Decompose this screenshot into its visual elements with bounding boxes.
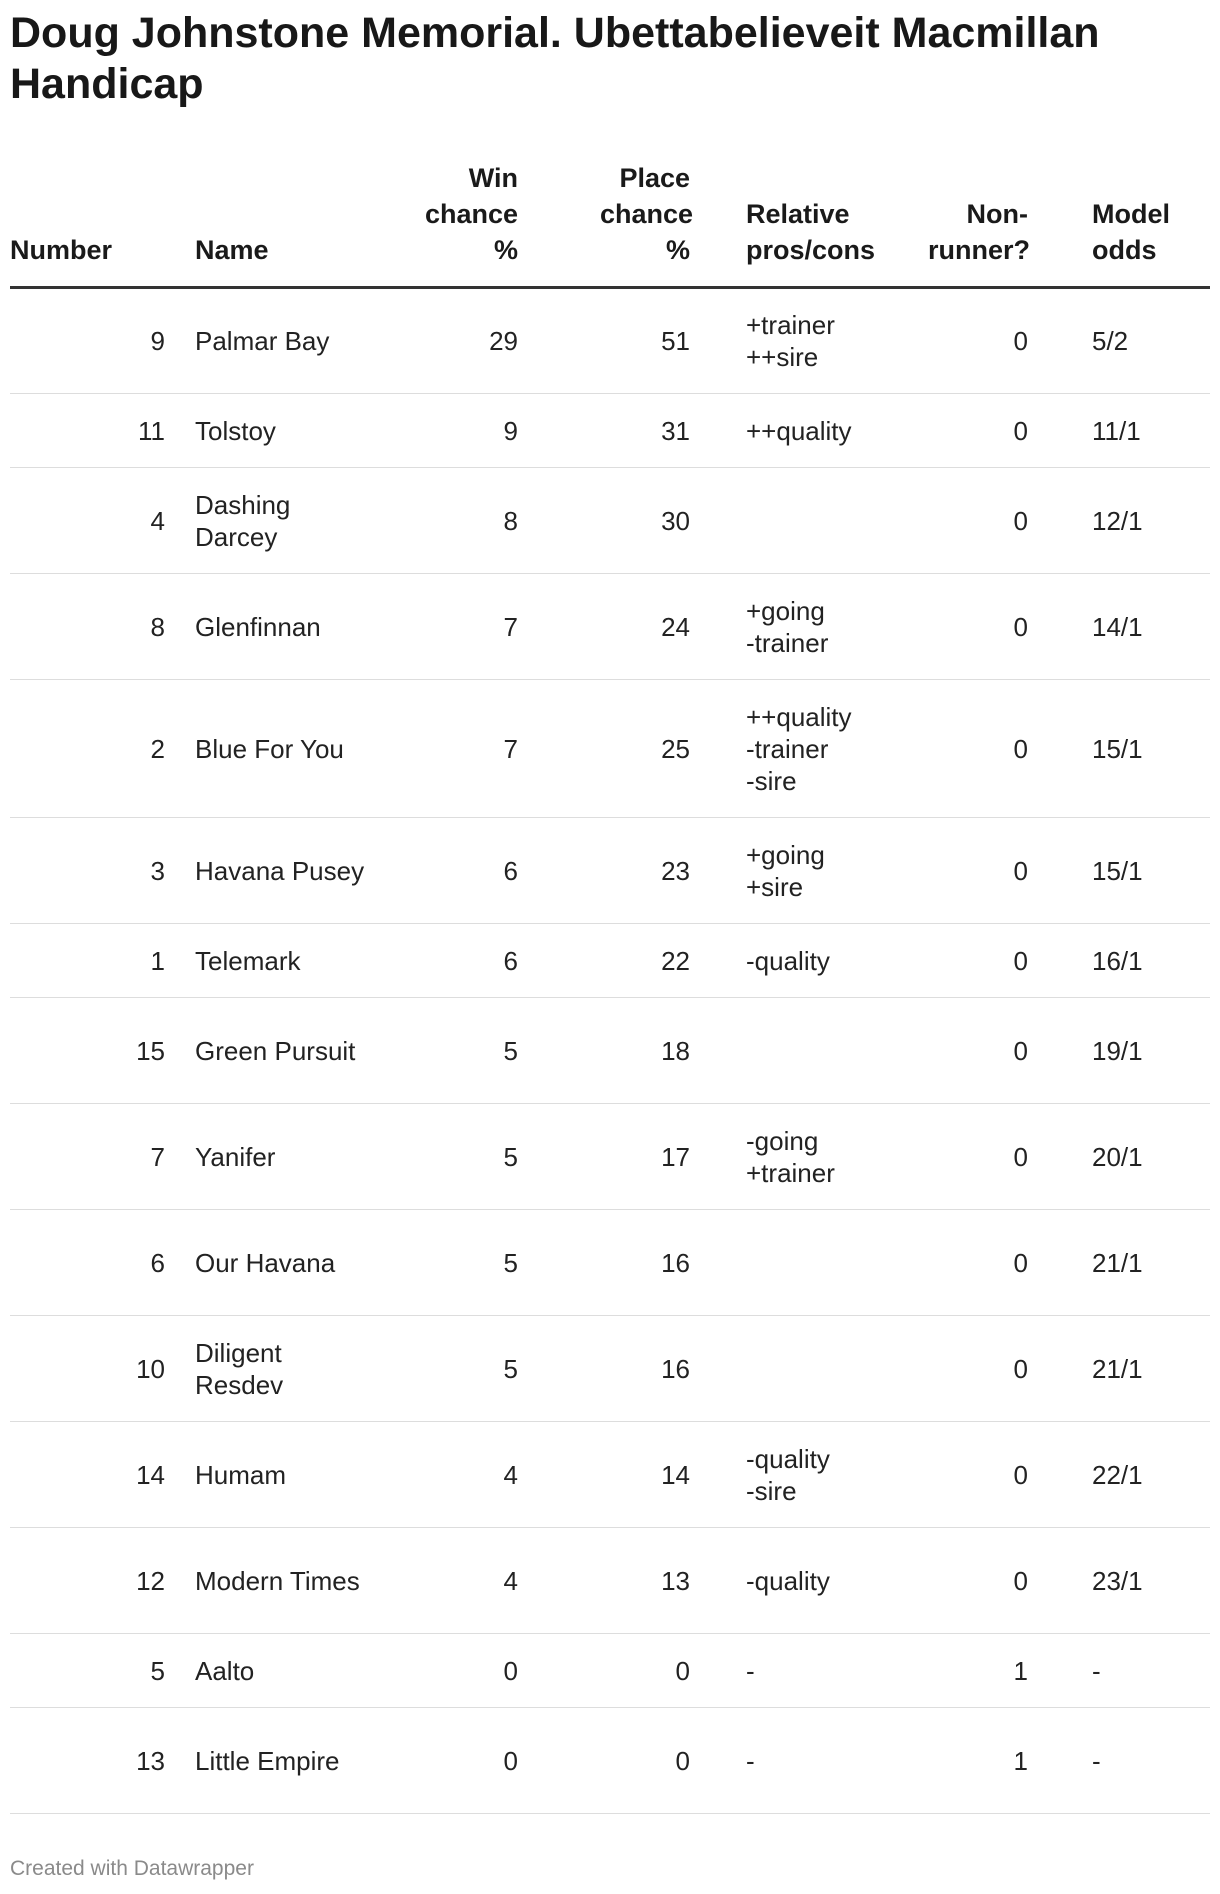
cell-win-chance-text: 6 [503,945,518,976]
cell-pros-cons [690,1210,907,1316]
cell-pros-cons-text: +going +sire [746,839,825,902]
cell-win-chance [370,1528,518,1634]
column-header-non-runner[interactable]: Non-runner? [907,160,1028,288]
cell-model-odds-text: 15/1 [1092,855,1143,886]
cell-name [165,818,370,924]
cell-place-chance [518,1104,690,1210]
cell-number [10,468,165,574]
column-header-win-chance[interactable]: Win chance % [370,160,518,288]
cell-win-chance [370,288,518,394]
cell-win-chance [370,1634,518,1708]
cell-place-chance [518,288,690,394]
cell-place-chance-text: 16 [661,1247,690,1278]
cell-model-odds [1028,1634,1210,1708]
cell-non-runner-text: 0 [1013,733,1028,764]
cell-name-text: Diligent Resdev [195,1337,284,1400]
table-row [10,1104,1210,1210]
cell-number [10,1634,165,1708]
cell-name-text: Modern Times [195,1565,360,1596]
cell-win-chance-text: 7 [503,611,518,642]
cell-pros-cons [690,394,907,468]
cell-place-chance [518,1210,690,1316]
cell-win-chance [370,1422,518,1528]
cell-name-text: Yanifer [195,1141,276,1172]
cell-number [10,288,165,394]
cell-win-chance [370,394,518,468]
cell-non-runner [907,998,1028,1104]
cell-model-odds [1028,924,1210,998]
table-row [10,1708,1210,1814]
cell-model-odds-text: 21/1 [1092,1247,1143,1278]
cell-win-chance-text: 9 [503,415,518,446]
cell-place-chance-text: 13 [661,1565,690,1596]
cell-place-chance-text: 0 [675,1745,690,1776]
cell-name [165,1104,370,1210]
cell-name [165,574,370,680]
cell-non-runner-text: 0 [1013,855,1028,886]
cell-model-odds-text: - [1092,1745,1101,1776]
cell-pros-cons [690,1708,907,1814]
cell-number [10,1708,165,1814]
cell-number-text: 6 [150,1247,165,1278]
cell-place-chance-text: 16 [661,1353,690,1384]
table-row [10,1634,1210,1708]
cell-number [10,998,165,1104]
cell-number-text: 9 [150,326,165,356]
cell-number [10,924,165,998]
cell-model-odds [1028,468,1210,574]
table-row [10,924,1210,998]
cell-number [10,394,165,468]
table-row [10,288,1210,394]
cell-win-chance-text: 5 [503,1141,518,1172]
cell-model-odds [1028,1316,1210,1422]
table-row [10,998,1210,1104]
cell-non-runner-text: 0 [1013,611,1028,642]
cell-non-runner-text: 0 [1013,1459,1028,1490]
column-header-number[interactable]: Number [10,160,165,288]
cell-name [165,1708,370,1814]
cell-win-chance-text: 5 [503,1353,518,1384]
cell-number [10,818,165,924]
cell-non-runner [907,1210,1028,1316]
cell-name-text: Palmar Bay [195,326,330,356]
cell-pros-cons-text: +going -trainer [746,595,829,658]
cell-model-odds-text: 15/1 [1092,733,1143,764]
cell-model-odds-text: 16/1 [1092,945,1143,976]
cell-model-odds [1028,818,1210,924]
table-row [10,574,1210,680]
cell-pros-cons [690,998,907,1104]
cell-non-runner [907,1708,1028,1814]
cell-model-odds [1028,1708,1210,1814]
cell-model-odds [1028,1422,1210,1528]
cell-name-text: Aalto [195,1655,255,1686]
cell-place-chance-text: 51 [661,326,690,356]
cell-win-chance-text: 4 [503,1565,518,1596]
column-header-model-odds[interactable]: Model odds [1028,160,1210,288]
chart-title: Doug Johnstone Memorial. Ubettabelieveit Macmillan Handicap [10,9,1100,108]
cell-pros-cons [690,680,907,818]
cell-non-runner [907,1634,1028,1708]
cell-name [165,1422,370,1528]
cell-pros-cons [690,288,907,394]
cell-non-runner [907,468,1028,574]
cell-pros-cons-text: ++quality [746,415,852,446]
cell-non-runner [907,288,1028,394]
cell-name [165,1528,370,1634]
cell-name [165,1210,370,1316]
cell-win-chance-text: 0 [503,1745,518,1776]
cell-name-text: Glenfinnan [195,611,321,642]
cell-name-text: Tolstoy [195,415,276,446]
cell-name-text: Humam [195,1459,287,1490]
cell-name [165,680,370,818]
table-body [10,288,1210,1814]
cell-number-text: 4 [150,505,165,536]
cell-non-runner-text: 0 [1013,415,1028,446]
cell-model-odds-text: 20/1 [1092,1141,1143,1172]
cell-non-runner [907,1104,1028,1210]
cell-place-chance [518,1634,690,1708]
cell-place-chance-text: 18 [661,1035,690,1066]
cell-pros-cons-text: - [746,1655,755,1686]
cell-number-text: 13 [136,1745,165,1776]
cell-name [165,288,370,394]
cell-place-chance [518,1528,690,1634]
cell-model-odds [1028,680,1210,818]
cell-non-runner-text: 0 [1013,326,1028,356]
cell-number [10,1210,165,1316]
cell-non-runner [907,1316,1028,1422]
cell-win-chance [370,1104,518,1210]
cell-pros-cons-text: -quality [746,945,830,976]
cell-pros-cons [690,574,907,680]
cell-place-chance [518,818,690,924]
cell-win-chance [370,924,518,998]
cell-number-text: 15 [136,1035,165,1066]
cell-name-text: Blue For You [195,733,344,764]
table-row [10,680,1210,818]
cell-number [10,1104,165,1210]
cell-model-odds-text: 23/1 [1092,1565,1143,1596]
cell-number [10,1316,165,1422]
cell-name-text: Little Empire [195,1745,340,1776]
cell-non-runner-text: 1 [1013,1745,1028,1776]
cell-model-odds [1028,574,1210,680]
cell-number [10,574,165,680]
cell-pros-cons-text: -quality -sire [746,1443,830,1506]
cell-model-odds [1028,288,1210,394]
cell-number-text: 7 [150,1141,165,1172]
cell-non-runner [907,1528,1028,1634]
cell-non-runner [907,924,1028,998]
cell-model-odds [1028,394,1210,468]
cell-model-odds-text: 11/1 [1092,415,1141,446]
table-row [10,468,1210,574]
table-row [10,818,1210,924]
cell-place-chance [518,680,690,818]
cell-number-text: 11 [138,415,165,446]
cell-pros-cons-text: ++quality -trainer -sire [746,701,852,796]
cell-model-odds-text: 14/1 [1092,611,1143,642]
cell-number-text: 10 [136,1353,165,1384]
table-row [10,1210,1210,1316]
cell-name-text: Havana Pusey [195,855,365,886]
cell-model-odds [1028,1104,1210,1210]
cell-number-text: 14 [136,1459,165,1490]
cell-pros-cons [690,1316,907,1422]
cell-pros-cons-text: -quality [746,1565,830,1596]
cell-model-odds [1028,1528,1210,1634]
column-header-pros-cons[interactable]: Relative pros/cons [690,160,907,288]
cell-non-runner [907,574,1028,680]
header-row [10,160,1210,288]
cell-name-text: Green Pursuit [195,1035,356,1066]
cell-win-chance [370,680,518,818]
cell-name [165,468,370,574]
cell-place-chance [518,1422,690,1528]
cell-pros-cons-text: +trainer ++sire [746,310,835,372]
table-row [10,1316,1210,1422]
cell-win-chance [370,998,518,1104]
cell-number-text: 3 [150,855,165,886]
cell-model-odds-text: 19/1 [1092,1035,1143,1066]
cell-pros-cons [690,1634,907,1708]
cell-win-chance-text: 5 [503,1247,518,1278]
cell-win-chance [370,818,518,924]
cell-number-text: 2 [150,733,165,764]
cell-non-runner-text: 0 [1013,945,1028,976]
cell-name [165,1634,370,1708]
cell-place-chance-text: 30 [661,505,690,536]
cell-name [165,998,370,1104]
credit-footer: Created with Datawrapper [10,1857,254,1880]
cell-name [165,394,370,468]
cell-win-chance [370,1708,518,1814]
cell-number-text: 5 [150,1655,165,1686]
cell-win-chance-text: 29 [489,326,518,356]
cell-name-text: Our Havana [195,1247,336,1278]
cell-win-chance-text: 0 [503,1655,518,1686]
cell-place-chance-text: 22 [661,945,690,976]
cell-win-chance [370,468,518,574]
cell-pros-cons [690,924,907,998]
cell-pros-cons [690,1528,907,1634]
cell-number [10,1422,165,1528]
cell-model-odds-text: 12/1 [1092,505,1143,536]
cell-number [10,680,165,818]
cell-number-text: 12 [136,1565,165,1596]
cell-win-chance [370,1210,518,1316]
cell-number-text: 1 [150,945,165,976]
cell-place-chance [518,468,690,574]
cell-place-chance [518,574,690,680]
cell-model-odds-text: 22/1 [1092,1459,1143,1490]
cell-pros-cons-text: -going +trainer [746,1125,835,1188]
cell-place-chance-text: 23 [661,855,690,886]
cell-non-runner-text: 1 [1013,1655,1028,1686]
cell-name [165,1316,370,1422]
cell-place-chance [518,924,690,998]
column-header-place-chance[interactable]: Place chance % [518,160,690,288]
cell-win-chance [370,574,518,680]
cell-non-runner-text: 0 [1013,505,1028,536]
cell-non-runner-text: 0 [1013,1353,1028,1384]
cell-pros-cons [690,818,907,924]
cell-non-runner [907,394,1028,468]
cell-non-runner-text: 0 [1013,1565,1028,1596]
cell-place-chance [518,1316,690,1422]
cell-place-chance [518,394,690,468]
cell-win-chance [370,1316,518,1422]
column-header-name[interactable]: Name [165,160,370,288]
cell-non-runner [907,818,1028,924]
cell-win-chance-text: 6 [503,855,518,886]
cell-name [165,924,370,998]
cell-number [10,1528,165,1634]
cell-pros-cons-text: - [746,1745,755,1776]
cell-non-runner-text: 0 [1013,1247,1028,1278]
cell-place-chance-text: 31 [661,415,690,446]
cell-model-odds [1028,1210,1210,1316]
cell-place-chance-text: 14 [661,1459,690,1490]
cell-place-chance-text: 24 [661,611,690,642]
cell-name-text: Dashing Darcey [195,489,291,552]
cell-non-runner-text: 0 [1013,1035,1028,1066]
cell-model-odds-text: 21/1 [1092,1353,1143,1384]
data-table [10,160,1210,1814]
cell-win-chance-text: 7 [503,733,518,764]
cell-model-odds [1028,998,1210,1104]
cell-non-runner [907,680,1028,818]
cell-number-text: 8 [150,611,165,642]
cell-name-text: Telemark [195,945,301,976]
cell-place-chance [518,998,690,1104]
cell-place-chance-text: 0 [675,1655,690,1686]
cell-pros-cons [690,1422,907,1528]
table-row [10,1422,1210,1528]
cell-model-odds-text: - [1092,1655,1101,1686]
cell-win-chance-text: 4 [503,1459,518,1490]
cell-place-chance-text: 17 [661,1141,690,1172]
cell-model-odds-text: 5/2 [1092,326,1129,356]
cell-non-runner [907,1422,1028,1528]
table-row [10,394,1210,468]
cell-win-chance-text: 8 [503,505,518,536]
cell-win-chance-text: 5 [503,1035,518,1066]
cell-pros-cons [690,1104,907,1210]
cell-non-runner-text: 0 [1013,1141,1028,1172]
cell-pros-cons [690,468,907,574]
cell-place-chance-text: 25 [661,733,690,764]
table-row [10,1528,1210,1634]
cell-place-chance [518,1708,690,1814]
